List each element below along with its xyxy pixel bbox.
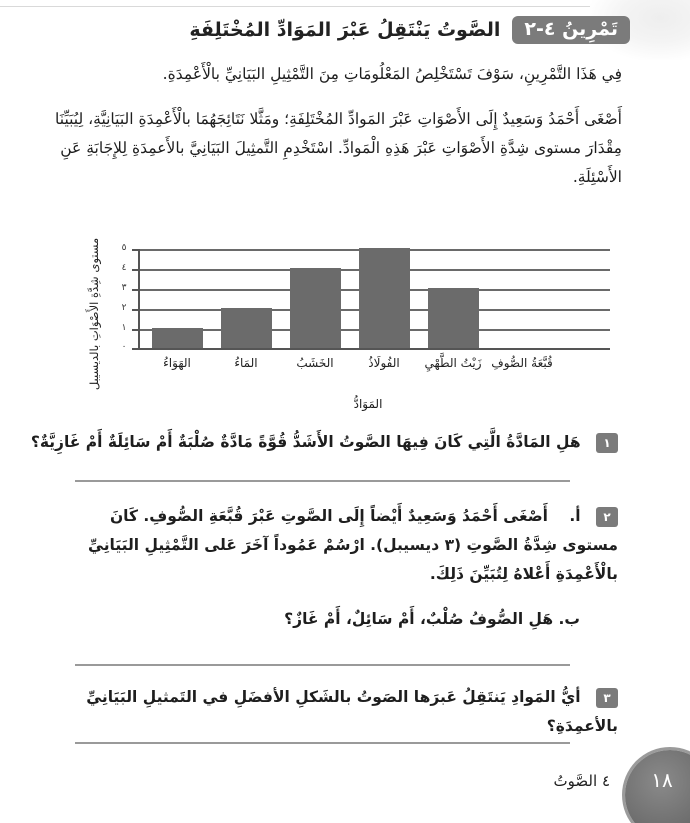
x-label-water: المَاءُ: [234, 356, 258, 370]
sub-label-b: ب.: [558, 610, 580, 628]
y-tick: [132, 269, 140, 271]
question-number-badge: ٢: [596, 507, 618, 527]
question-1: [28, 428, 618, 457]
exercise-header: [189, 16, 630, 44]
y-tick-label: ٠: [121, 342, 127, 352]
x-axis-title: المَوَادُّ: [353, 397, 383, 411]
top-rule: [0, 6, 630, 7]
question-text: هَلِ الصُّوفُ صُلْبٌ، أَمْ سَائِلٌ، أَمْ غَازٌ؟: [284, 610, 554, 628]
bar-air: [152, 328, 203, 348]
y-tick-label: ٤: [121, 263, 127, 273]
y-tick-label: ١: [121, 323, 127, 333]
y-tick-label: ٢: [121, 303, 127, 313]
x-label-cooking-oil: زَيْتُ الطَّهْيِ: [424, 356, 482, 370]
y-tick: [132, 249, 140, 251]
question-text: أيُّ المَوادِ يَنتَقِلُ عَبرَها الصَوتُ بالشَكلِ الأفضَلِ في التَمثيلِ البَيَانِيِّ بالأعمِدَةِ؟: [86, 688, 618, 735]
sub-label-a: أ.: [569, 507, 581, 525]
question-3: [28, 683, 618, 741]
x-label-wool-hat: قُبَّعَةُ الصُّوفِ: [491, 356, 553, 370]
y-tick: [132, 289, 140, 291]
y-axis-title: مستوى شِدَّةِ الأَصْوَاتِ بالديسيبل: [87, 237, 101, 391]
page-number: ١٨: [651, 768, 673, 792]
x-label-air: الهَوَاءُ: [163, 356, 191, 370]
question-2a: [58, 502, 618, 589]
y-tick: [132, 348, 140, 350]
exercise-badge: تَمْرِينُ ٤-٢: [512, 16, 630, 44]
chapter-label: ٤ الصَّوتُ: [553, 772, 610, 790]
x-label-wood: الخَشَبُ: [296, 356, 334, 370]
question-text: أَصْغَى أَحْمَدُ وَسَعِيدٌ أَيْضاً إِلَى الصَّوتِ عَبْرَ قُبَّعَةِ الصُّوفِ. كَانَ مستوى شِدَّةُ الصَّوتِ (٣ ديسيبل). ارْسُمْ عَمُوداً آخَرَ عَلى التَّمْثِيلِ البَيَانِيِّ بالْأَعْمِدَةِ أَعْلاهُ لِتُبَيِّنَ ذَلِكَ.: [88, 507, 618, 583]
bar-cooking-oil: [428, 288, 479, 348]
plot-area: [121, 243, 610, 370]
bar-chart: [80, 230, 620, 430]
bar-steel: [359, 248, 410, 348]
question-2b: [284, 605, 580, 634]
y-tick: [132, 309, 140, 311]
y-tick-label: ٣: [121, 283, 127, 293]
y-tick: [132, 329, 140, 331]
question-text: هَلِ المَادَّةُ الَّتِي كَانَ فِيهَا الصَّوتُ الأَشَدُّ قُوَّةً مَادَّةٌ صُلْبَةٌ أَمْ سَائِلَةٌ أَمْ غَازِيَّةٌ؟: [30, 433, 581, 451]
answer-line-3[interactable]: [75, 742, 570, 744]
exercise-title: الصَّوتُ يَنْتَقِلُ عَبْرَ المَوَادِّ المُخْتَلِفَةِ: [189, 19, 501, 41]
answer-line-1[interactable]: [75, 480, 570, 482]
bar-water: [221, 308, 272, 348]
intro-text: فِي هَذَا التَّمْرِينِ، سَوْفَ تَسْتَخْلِصُ المَعْلُومَاتِ مِنَ التَّمْثِيلِ البَيَانِيِّ بالْأَعْمِدَةِ.: [162, 65, 622, 83]
x-label-steel: الفُولَاذُ: [368, 356, 400, 370]
question-number-badge: ٣: [596, 688, 618, 708]
description-text: أَصْغَى أَحْمَدُ وَسَعِيدٌ إِلَى الأَصْوَاتِ عَبْرَ المَوادِّ المُخْتَلِفَةِ؛ ومَثَّلا نَتَائِجَهُمَا بالْأَعْمِدَةِ البَيَانِيَّةِ، لِيُبَيِّنَا مِقْدَارَ مستوى شِدَّةِ الأَصْوَاتِ عَبْرَ هَذِهِ الْمَوادِّ. اسْتَخْدِمِ التَّمثِيلَ البَيَانِيَّ بالأَعمِدَةِ لِلإِجَابَةِ عَنِ الأَسْئِلَةِ.: [55, 110, 622, 186]
y-tick-label: ٥: [121, 243, 127, 253]
question-number-badge: ١: [596, 433, 618, 453]
bar-wood: [290, 268, 341, 348]
answer-line-2[interactable]: [75, 664, 570, 666]
